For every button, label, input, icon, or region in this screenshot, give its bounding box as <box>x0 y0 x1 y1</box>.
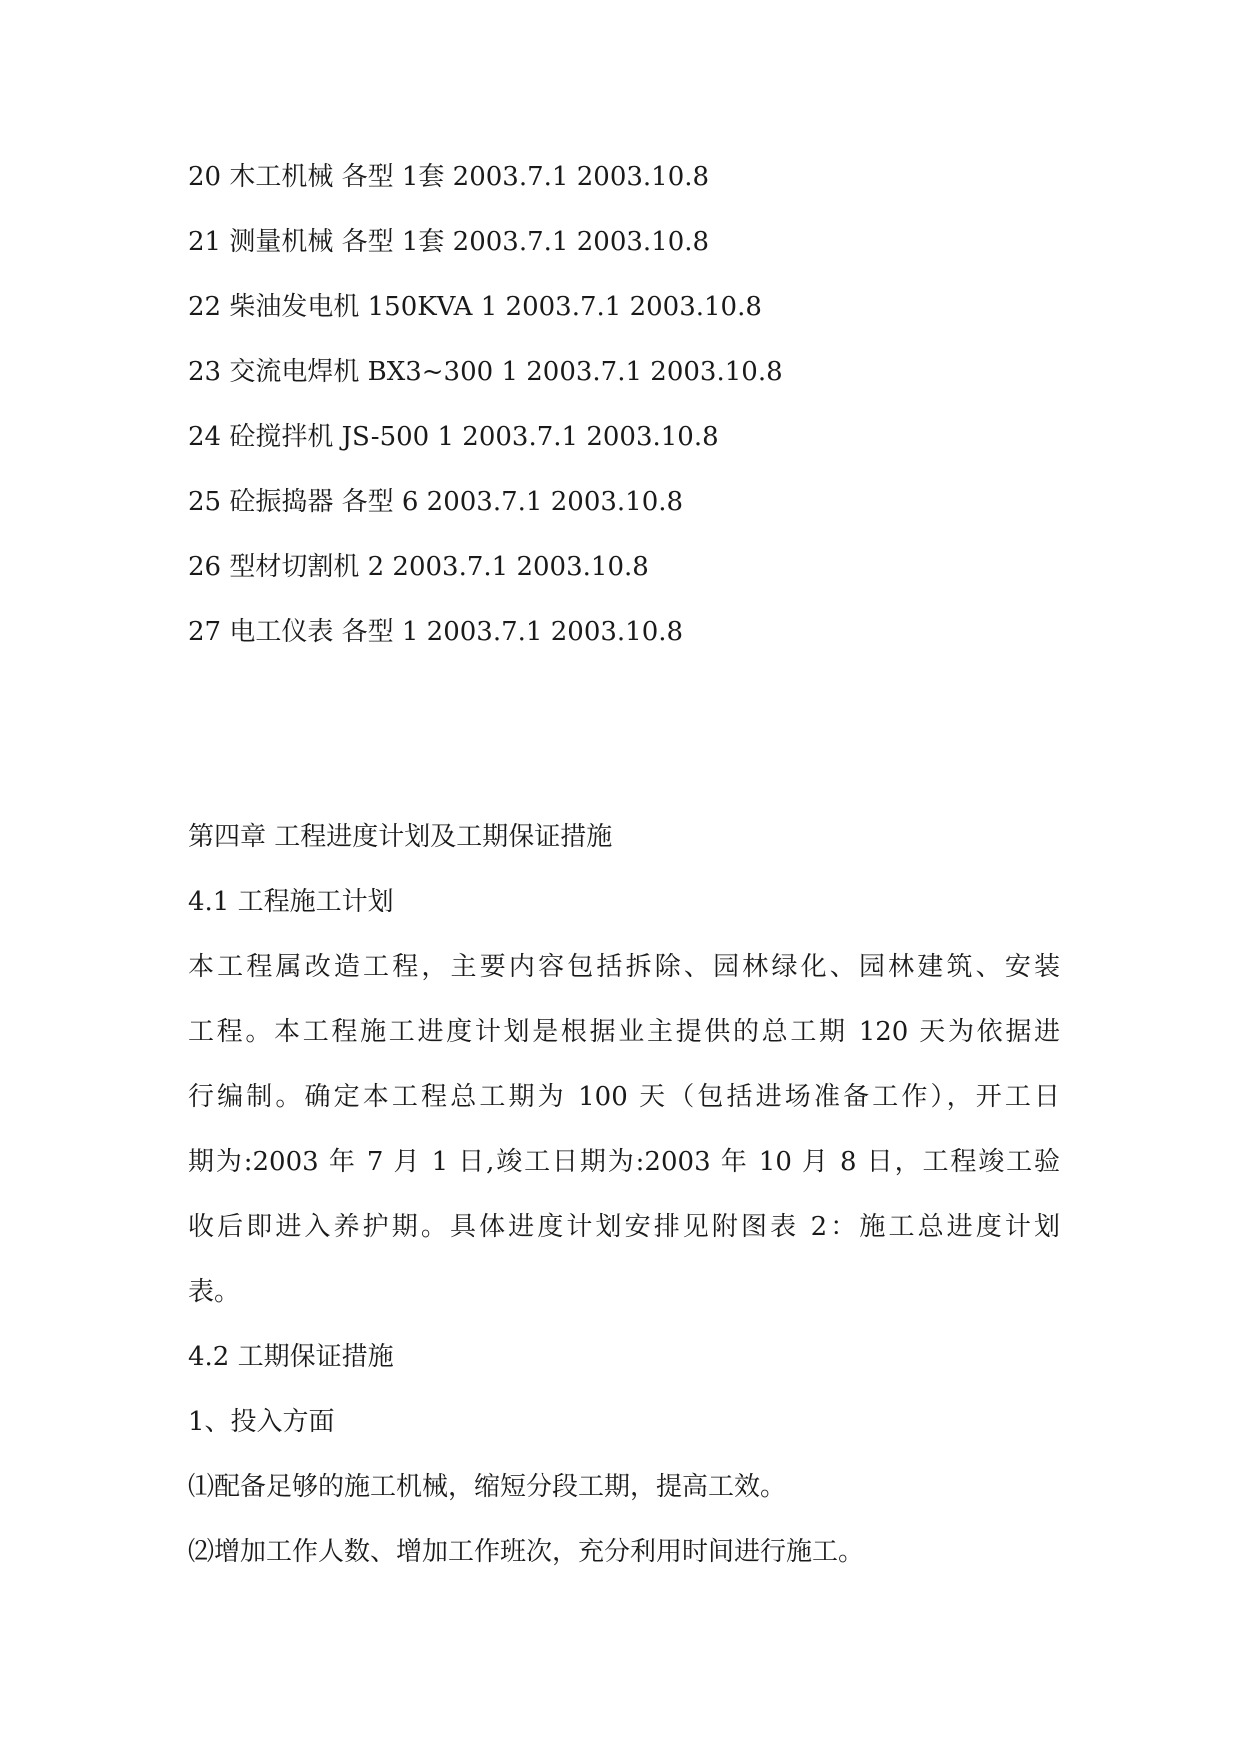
equipment-row-20: 20 木工机械 各型 1套 2003.7.1 2003.10.8 <box>188 162 710 192</box>
equipment-row-21: 21 测量机械 各型 1套 2003.7.1 2003.10.8 <box>188 227 710 257</box>
paragraph-line: 本工程属改造工程，主要内容包括拆除、园林绿化、园林建筑、安装 <box>188 952 1060 982</box>
chapter-title: 第四章 工程进度计划及工期保证措施 <box>188 822 613 852</box>
section-4-1-paragraph <box>188 950 1060 1340</box>
equipment-row-26: 26 型材切割机 2 2003.7.1 2003.10.8 <box>188 552 649 582</box>
paragraph-line: 期为:2003 年 7 月 1 日,竣工日期为:2003 年 10 月 8 日，工程竣工验 <box>188 1147 1060 1177</box>
equipment-row-23: 23 交流电焊机 BX3~300 1 2003.7.1 2003.10.8 <box>188 357 783 387</box>
equipment-row-22: 22 柴油发电机 150KVA 1 2003.7.1 2003.10.8 <box>188 292 762 322</box>
list-item-1: ⑴配备足够的施工机械，缩短分段工期，提高工效。 <box>188 1472 787 1502</box>
equipment-list <box>188 160 1088 680</box>
list-item-2: ⑵增加工作人数、增加工作班次，充分利用时间进行施工。 <box>188 1537 865 1567</box>
section-title-4-1: 4.1 工程施工计划 <box>188 887 394 917</box>
paragraph-line: 收后即进入养护期。具体进度计划安排见附图表 2：施工总进度计划 <box>188 1212 1060 1242</box>
paragraph-line: 行编制。确定本工程总工期为 100 天（包括进场准备工作），开工日 <box>188 1082 1060 1112</box>
section-title-4-2: 4.2 工期保证措施 <box>188 1342 394 1372</box>
chapter-body <box>188 820 1060 1600</box>
paragraph-line: 表。 <box>188 1277 241 1307</box>
subsection-title-investment: 1、投入方面 <box>188 1407 335 1437</box>
equipment-row-25: 25 砼振捣器 各型 6 2003.7.1 2003.10.8 <box>188 487 684 517</box>
equipment-row-27: 27 电工仪表 各型 1 2003.7.1 2003.10.8 <box>188 617 684 647</box>
equipment-row-24: 24 砼搅拌机 JS-500 1 2003.7.1 2003.10.8 <box>188 422 719 452</box>
paragraph-line: 工程。本工程施工进度计划是根据业主提供的总工期 120 天为依据进 <box>188 1017 1060 1047</box>
